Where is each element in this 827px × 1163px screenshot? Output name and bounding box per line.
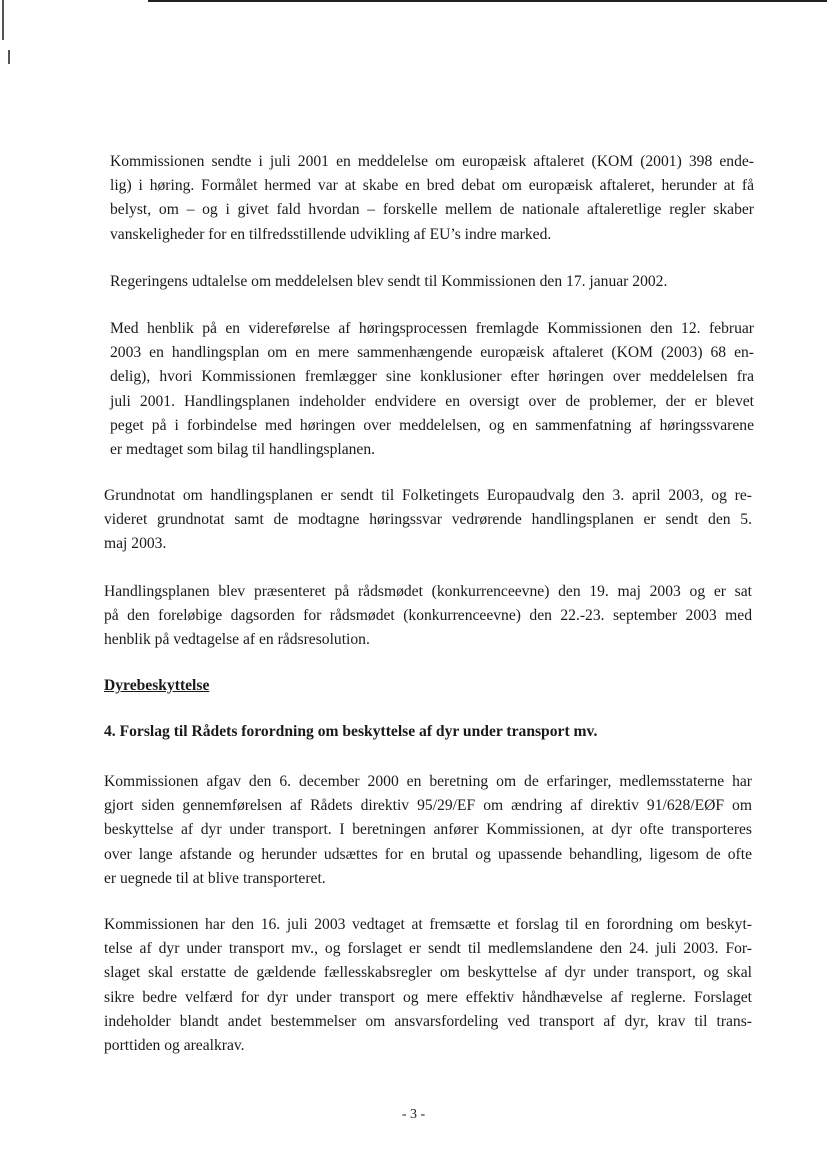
- text-line: indeholder blandt andet bestemmelser om ansvarsfordeling ved transport af dyr, krav til trans-: [104, 1012, 752, 1030]
- paragraph: [104, 580, 752, 653]
- text-line: maj 2003.: [104, 535, 167, 553]
- text-line: 2003 en handlingsplan om en mere sammenhængende europæisk aftaleret (KOM (2003) 68 en-: [110, 344, 754, 362]
- text-line: Grundnotat om handlingsplanen er sendt til Folketingets Europaudvalg den 3. april 2003, og re-: [104, 487, 752, 504]
- text-line: beskyttelse af dyr under transport. I beretningen anfører Kommissionen, at dyr ofte transporteres: [104, 821, 752, 839]
- text-line: over lange afstande og herunder udsættes for en brutal og upassende behandling, ligesom de ofte: [104, 845, 752, 863]
- paragraph: [110, 150, 754, 247]
- paragraph: [104, 913, 752, 1058]
- text-line: Kommissionen har den 16. juli 2003 vedtaget at fremsætte et forslag til en forordning om beskyt-: [104, 916, 752, 933]
- text-line: slaget skal erstatte de gældende fællesskabsregler om beskyttelse af dyr under transport, og skal: [104, 964, 752, 982]
- item-heading: 4. Forslag til Rådets forordning om beskyttelse af dyr under transport mv.: [104, 723, 598, 740]
- text-line: er uegnede til at blive transporteret.: [104, 869, 326, 887]
- top-rule: [148, 0, 827, 6]
- text-line: vanskeligheder for en tilfredsstillende udvikling af EU’s indre marked.: [110, 225, 552, 243]
- text-line: gjort siden gennemførelsen af Rådets direktiv 95/29/EF om ændring af direktiv 91/628/EØF om: [104, 797, 752, 815]
- paragraph: [104, 770, 752, 891]
- text-line: Med henblik på en videreførelse af høringsprocessen fremlagde Kommissionen den 12. februar: [110, 320, 754, 337]
- text-line: peget på i forbindelse med høringen over meddelelsen, og en sammenfatning af høringssvarene: [110, 416, 754, 434]
- text-line: lig) i høring. Formålet hermed var at skabe en bred debat om europæisk aftaleret, herunder at få: [110, 177, 754, 195]
- text-line: juli 2001. Handlingsplanen indeholder endvidere en oversigt over de problemer, der er blevet: [110, 392, 754, 410]
- text-line: telse af dyr under transport mv., og forslaget er sendt til medlemslandene den 24. juli 2003. For-: [104, 940, 752, 958]
- paragraph: [110, 270, 754, 294]
- section-title: Dyrebeskyttelse: [104, 677, 210, 694]
- text-line: belyst, om – og i givet fald hvordan – forskelle mellem de nationale aftaleretlige regler skaber: [110, 201, 754, 219]
- text-line: videret grundnotat samt de modtagne høringssvar vedrørende handlingsplanen er sendt den 5.: [104, 511, 752, 529]
- text-line: henblik på vedtagelse af en rådsresolution.: [104, 631, 370, 649]
- paragraph: [104, 484, 752, 557]
- text-line: Regeringens udtalelse om meddelelsen blev sendt til Kommissionen den 17. januar 2002.: [110, 273, 668, 290]
- scan-mark: [2, 0, 4, 40]
- paragraph: [110, 317, 754, 462]
- text-line: Kommissionen sendte i juli 2001 en meddelelse om europæisk aftaleret (KOM (2001) 398 ende-: [110, 153, 754, 170]
- text-line: sikre bedre velfærd for dyr under transport og mere effektiv håndhævelse af reglerne. Forslaget: [104, 988, 752, 1006]
- text-line: delig), hvori Kommissionen fremlægger sine konklusioner efter høringen over meddelelsen fra: [110, 368, 754, 386]
- text-line: på den foreløbige dagsorden for rådsmødet (konkurrenceevne) den 22.-23. september 2003 med: [104, 607, 752, 625]
- text-line: er medtaget som bilag til handlingsplanen.: [110, 441, 376, 459]
- page-number: - 3 -: [401, 1107, 426, 1122]
- scan-mark: [8, 50, 10, 64]
- text-line: porttiden og arealkrav.: [104, 1037, 245, 1055]
- text-line: Handlingsplanen blev præsenteret på rådsmødet (konkurrenceevne) den 19. maj 2003 og er sat: [104, 583, 752, 600]
- text-line: Kommissionen afgav den 6. december 2000 en beretning om de erfaringer, medlemsstaterne har: [104, 773, 752, 790]
